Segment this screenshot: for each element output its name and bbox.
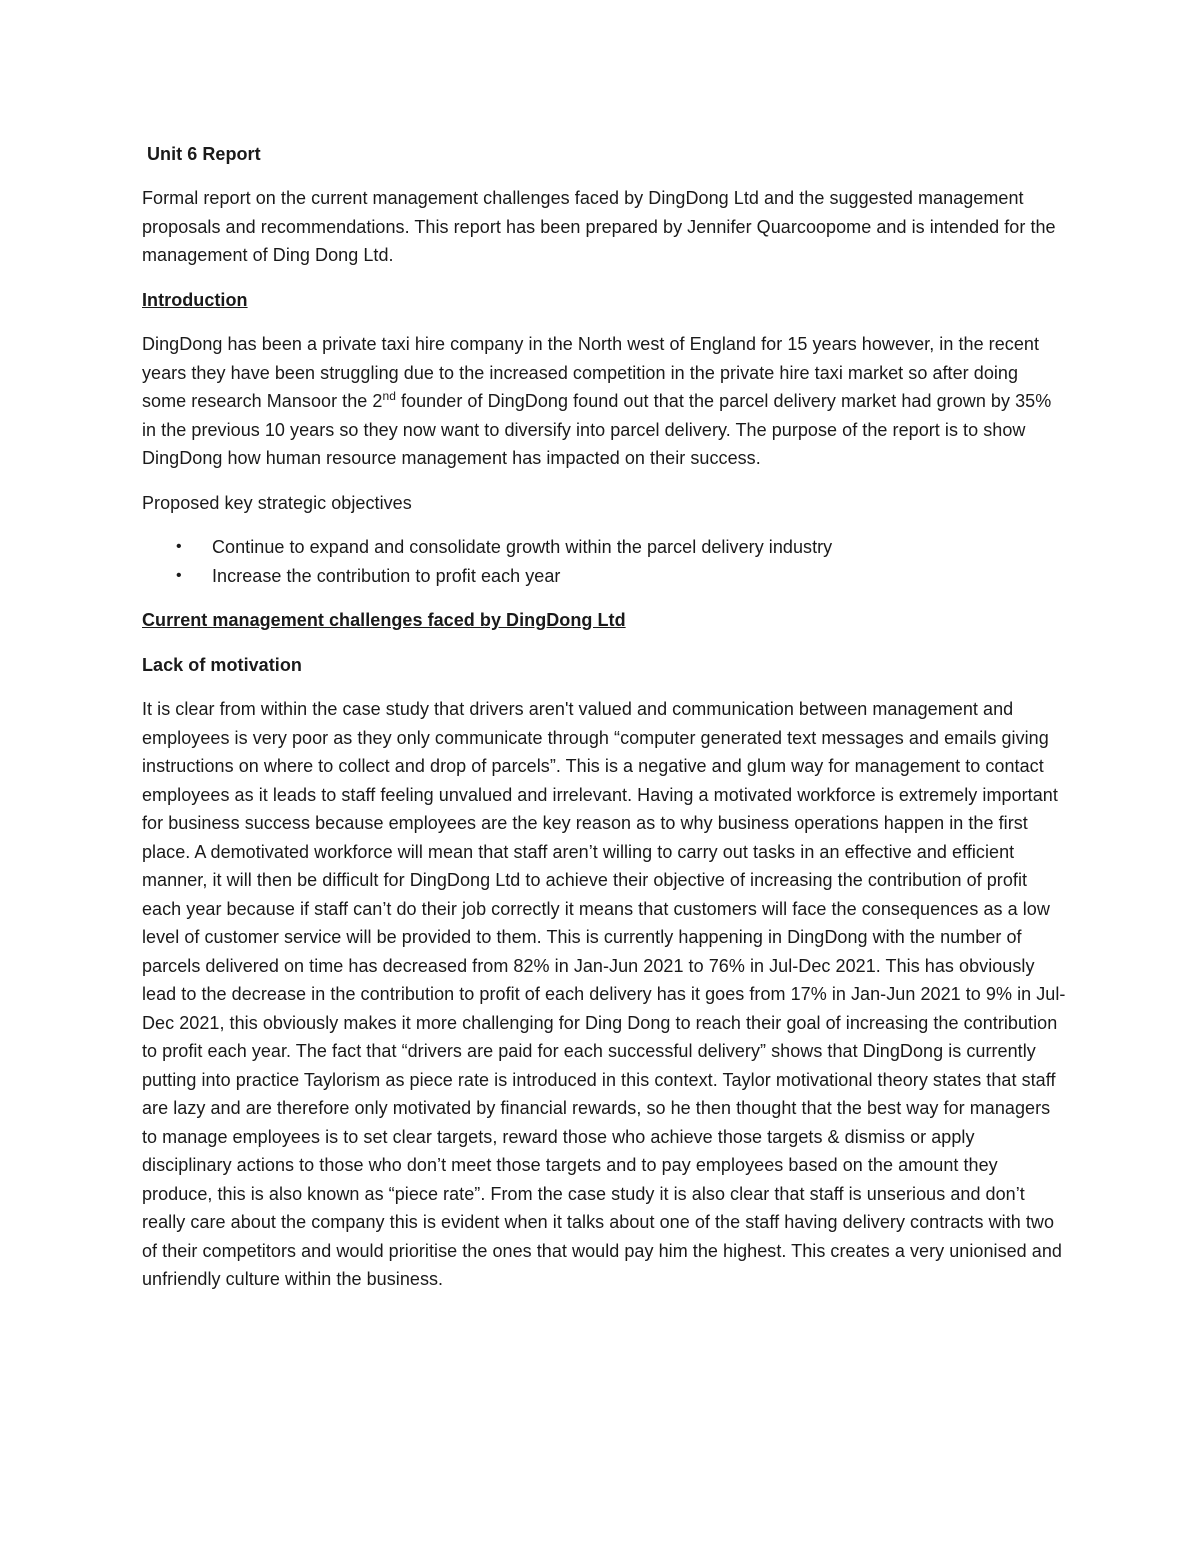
bullet-icon: • xyxy=(176,566,182,584)
introduction-heading: Introduction xyxy=(142,289,248,310)
introduction-text-part1: DingDong has been a private taxi hire company in the North west of England for 15 years however, in the recent years they have been struggling due to the increased competition in the private hire taxi market so after doing some research Mansoor the 2 xyxy=(142,334,1040,411)
objectives-list xyxy=(142,533,1067,590)
objectives-heading: Proposed key strategic objectives xyxy=(142,492,412,513)
intro-paragraph: Formal report on the current management challenges faced by DingDong Ltd and the suggested management proposals and recommendations. This report has been prepared by Jennifer Quarcoopome and is intended for the management of Ding Dong Ltd. xyxy=(142,188,1056,265)
objective-text: Continue to expand and consolidate growth within the parcel delivery industry xyxy=(212,537,833,557)
document-body xyxy=(142,140,1067,1310)
motivation-paragraph: It is clear from within the case study that drivers aren't valued and communication between management and employees is very poor as they only communicate through “computer generated text messages and emails giving instructions on where to collect and drop of parcels”. This is a negative and glum way for management to contact employees as it leads to staff feeling unvalued and irrelevant. Having a motivated workforce is extremely important for business success because employees are the key reason as to why business operations happen in the first place. A demotivated workforce will mean that staff aren’t willing to carry out tasks in an effective and efficient manner, it will then be difficult for DingDong Ltd to achieve their objective of increasing the contribution of profit each year because if staff can’t do their job correctly it means that customers will face the consequences as a low level of customer service will be provided to them. This is currently happening in DingDong with the number of parcels delivered on time has decreased from 82% in Jan-Jun 2021 to 76% in Jul-Dec 2021. This has obviously lead to the decrease in the contribution to profit of each delivery has it goes from 17% in Jan-Jun 2021 to 9% in Jul-Dec 2021, this obviously makes it more challenging for Ding Dong to reach their goal of increasing the contribution to profit each year. The fact that “drivers are paid for each successful delivery” shows that DingDong is currently putting into practice Taylorism as piece rate is introduced in this context. Taylor motivational theory states that staff are lazy and are therefore only motivated by financial rewards, so he then thought that the best way for managers to manage employees is to set clear targets, reward those who achieve those targets & dismiss or apply disciplinary actions to those who don’t meet those targets and to pay employees based on the amount they produce, this is also known as “piece rate”. From the case study it is also clear that staff is unserious and don’t really care about the company this is evident when it talks about one of the staff having delivery contracts with two of their competitors and would prioritise the ones that would pay him the highest. This creates a very unionised and unfriendly culture within the business. xyxy=(142,699,1066,1289)
list-item xyxy=(142,562,1067,591)
challenges-heading: Current management challenges faced by DingDong Ltd xyxy=(142,610,626,630)
introduction-paragraph xyxy=(142,330,1067,473)
bullet-icon: • xyxy=(176,538,182,555)
ordinal-superscript: nd xyxy=(382,389,396,403)
list-item xyxy=(142,533,1067,562)
report-title: Unit 6 Report xyxy=(147,144,261,164)
motivation-heading: Lack of motivation xyxy=(142,654,302,675)
objective-text: Increase the contribution to profit each year xyxy=(212,565,561,586)
introduction-text-part2: founder of DingDong found out that the parcel delivery market had grown by 35% in the previous 10 years so they now want to diversify into parcel delivery. The purpose of the report is to show DingDong how human resource management has impacted on their success. xyxy=(142,391,1052,468)
